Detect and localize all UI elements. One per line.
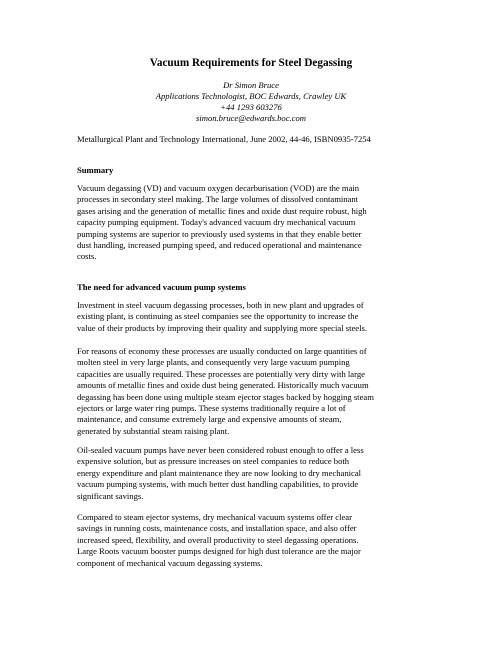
paragraph-line: Compared to steam ejector systems, dry mechanical vacuum systems offer clear — [77, 512, 352, 522]
summary-line: dust handling, increased pumping speed, and reduced operational and maintenance — [77, 240, 362, 251]
paragraph-line: existing plant, is continuing as steel companies see the opportunity to increase the — [77, 311, 359, 322]
paragraph-line: vacuum pumping systems, with much better dust handling capabilities, to provide — [77, 479, 359, 490]
paragraph-line: ejectors or large water ring pumps. These systems traditionally require a lot of — [77, 403, 346, 414]
paragraph-line: savings in running costs, maintenance costs, and installation space, and also offer — [77, 523, 357, 534]
paragraph-line: Large Roots vacuum booster pumps designed for high dust tolerance are the major — [77, 546, 361, 557]
summary-heading: Summary — [77, 165, 114, 175]
summary-paragraph — [77, 183, 437, 263]
paragraph-line: energy expenditure and plant maintenance they are now looking to dry mechanical — [77, 467, 362, 478]
paragraph-line: maintenance, and consume extremely large and expensive amounts of steam, — [77, 414, 342, 425]
paragraph-line: value of their products by improving their quality and supplying more special steels. — [77, 322, 367, 333]
author-name: Dr Simon Bruce — [223, 80, 279, 90]
paragraph-line: molten steel in very large plants, and consequently very large vacuum pumping — [77, 357, 350, 368]
paragraph-line: degassing has been done using multiple steam ejector stages backed by hogging steam — [77, 391, 374, 402]
summary-line: capacity pumping equipment. Today's advanced vacuum dry mechanical vacuum — [77, 217, 356, 228]
author-block — [0, 80, 502, 124]
paragraph-line: capacities are usually required. These processes are potentially very dirty with large — [77, 368, 365, 379]
summary-line: Vacuum degassing (VD) and vacuum oxygen decarburisation (VOD) are the main — [77, 183, 360, 193]
summary-line: pumping systems are superior to previously used systems in that they enable better — [77, 228, 362, 239]
paragraph-line: amounts of metallic fines and oxide dust being generated. Historically much vacuum — [77, 380, 369, 391]
summary-line: costs. — [77, 251, 97, 262]
body-paragraph-4 — [77, 512, 437, 569]
summary-line: gases arising and the generation of metallic fines and oxide dust require robust, high — [77, 205, 367, 216]
body-paragraph-3 — [77, 445, 437, 502]
paragraph-line: significant savings. — [77, 490, 144, 501]
summary-line: processes in secondary steel making. The large volumes of dissolved contaminant — [77, 194, 359, 205]
document-title: Vacuum Requirements for Steel Degassing — [149, 57, 353, 69]
paragraph-line: expensive solution, but as pressure increases on steel companies to reduce both — [77, 456, 350, 467]
paragraph-line: Oil-sealed vacuum pumps have never been considered robust enough to offer a less — [77, 445, 364, 455]
author-email: simon.bruce@edwards.boc.com — [196, 113, 306, 123]
author-phone: +44 1293 603276 — [220, 102, 282, 112]
author-affiliation: Applications Technologist, BOC Edwards, Crawley UK — [155, 91, 347, 101]
paragraph-line: For reasons of economy these processes are usually conducted on large quantities of — [77, 346, 367, 356]
paragraph-line: component of mechanical vacuum degassing systems. — [77, 557, 263, 568]
body-paragraph-1 — [77, 300, 437, 334]
body-paragraph-2 — [77, 346, 437, 437]
section-heading: The need for advanced vacuum pump systems — [77, 282, 246, 292]
paragraph-line: generated by substantial steam raising plant. — [77, 425, 230, 436]
citation: Metallurgical Plant and Technology International, June 2002, 44-46, ISBN0935-7254 — [77, 134, 371, 144]
paragraph-line: increased speed, flexibility, and overall productivity to steel degassing operations. — [77, 534, 359, 545]
paragraph-line: Investment in steel vacuum degassing processes, both in new plant and upgrades of — [77, 300, 364, 310]
